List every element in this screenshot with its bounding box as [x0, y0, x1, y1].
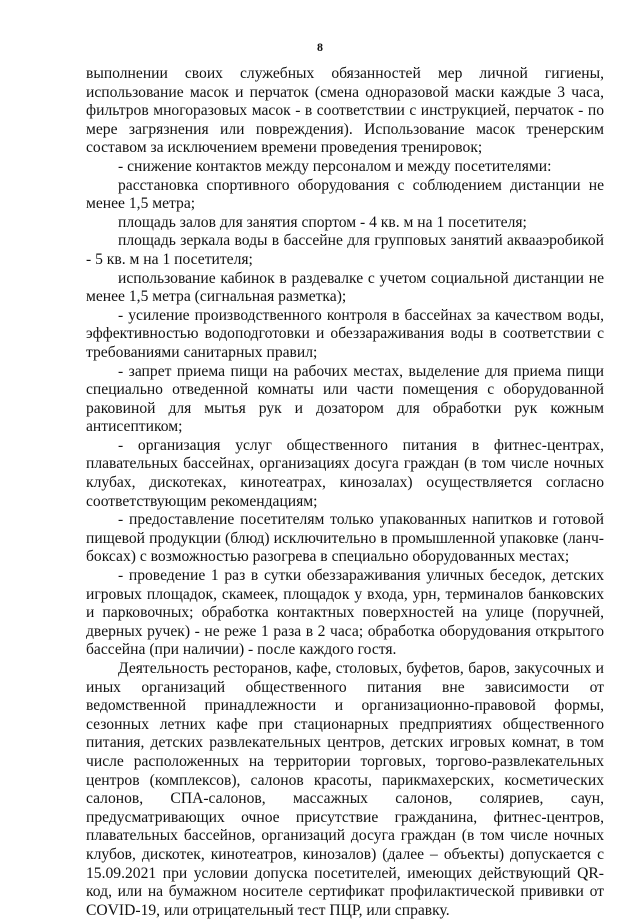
paragraph: - усиление производственного контроля в бассейнах за качеством воды, эффективностью водоподготовки и обеззараживания воды в соответствии с требованиями санитарных правил;	[86, 306, 604, 361]
paragraph: выполнении своих служебных обязанностей мер личной гигиены, использование масок и перчаток (смена одноразовой маски каждые 3 часа, фильтров многоразовых масок - в соответствии с инструкцией, перчаток - по мере загрязнения или повреждения). Использование масок тренерским составом за исключением времени проведения тренировок;	[86, 65, 604, 157]
paragraph: площадь залов для занятия спортом - 4 кв. м на 1 посетителя;	[118, 213, 527, 231]
paragraph: площадь зеркала воды в бассейне для групповых занятий аквааэробикой - 5 кв. м на 1 посетителя;	[86, 232, 604, 268]
paragraph: использование кабинок в раздевалке с учетом социальной дистанции не менее 1,5 метра (сигнальная разметка);	[86, 269, 604, 306]
document-body	[86, 65, 604, 920]
paragraph: - снижение контактов между персоналом и между посетителями:	[118, 157, 552, 175]
paragraph: - проведение 1 раз в сутки обеззараживания уличных беседок, детских игровых площадок, скамеек, площадок у входа, урн, терминалов банковских и парковочных; обработка контактных поверхностей на улице (поручней, дверных ручек) - не реже 1 раза в 2 часа; обработка оборудования открытого бассейна (при наличии) - после каждого гостя.	[86, 567, 604, 659]
paragraph: расстановка спортивного оборудования с соблюдением дистанции не менее 1,5 метра;	[86, 176, 604, 213]
page-number: 8	[317, 40, 323, 54]
paragraph: - организация услуг общественного питания в фитнес-центрах, плавательных бассейнах, организациях досуга граждан (в том числе ночных клубах, дискотеках, кинотеатрах, кинозалах) осуществляется согласно соответствующим рекомендациям;	[86, 436, 604, 510]
paragraph: - запрет приема пищи на рабочих местах, выделение для приема пищи специально отведенной комнаты или части помещения с оборудованной раковиной для мытья рук и дозатором для обработки рук кожным антисептиком;	[86, 362, 604, 436]
paragraph: - предоставление посетителям только упакованных напитков и готовой пищевой продукции (блюд) исключительно в промышленной упаковке (ланч-боксах) с возможностью разогрева в специально оборудованных местах;	[86, 511, 604, 566]
paragraph: Деятельность ресторанов, кафе, столовых, буфетов, баров, закусочных и иных организаций общественного питания вне зависимости от ведомственной принадлежности и организационно-правовой формы, сезонных летних кафе при стационарных предприятиях общественного питания, детских развлекательных центров, детских игровых комнат, в том числе расположенных на территории торговых, торгово-развлекательных центров (комплексов), салонов красоты, парикмахерских, косметических салонов, СПА-салонов, массажных салонов, соляриев, саун, предусматривающих очное присутствие гражданина, фитнес-центров, плавательных бассейнов, организаций досуга граждан (в том числе ночных клубов, дискотек, кинотеатров, кинозалов) (далее – объекты) допускается с 15.09.2021 при условии допуска посетителей, имеющих действующий QR-код, или на бумажном носителе сертификат профилактической прививки от COVID-19, или отрицательный тест ПЦР, или справку.	[86, 660, 604, 919]
